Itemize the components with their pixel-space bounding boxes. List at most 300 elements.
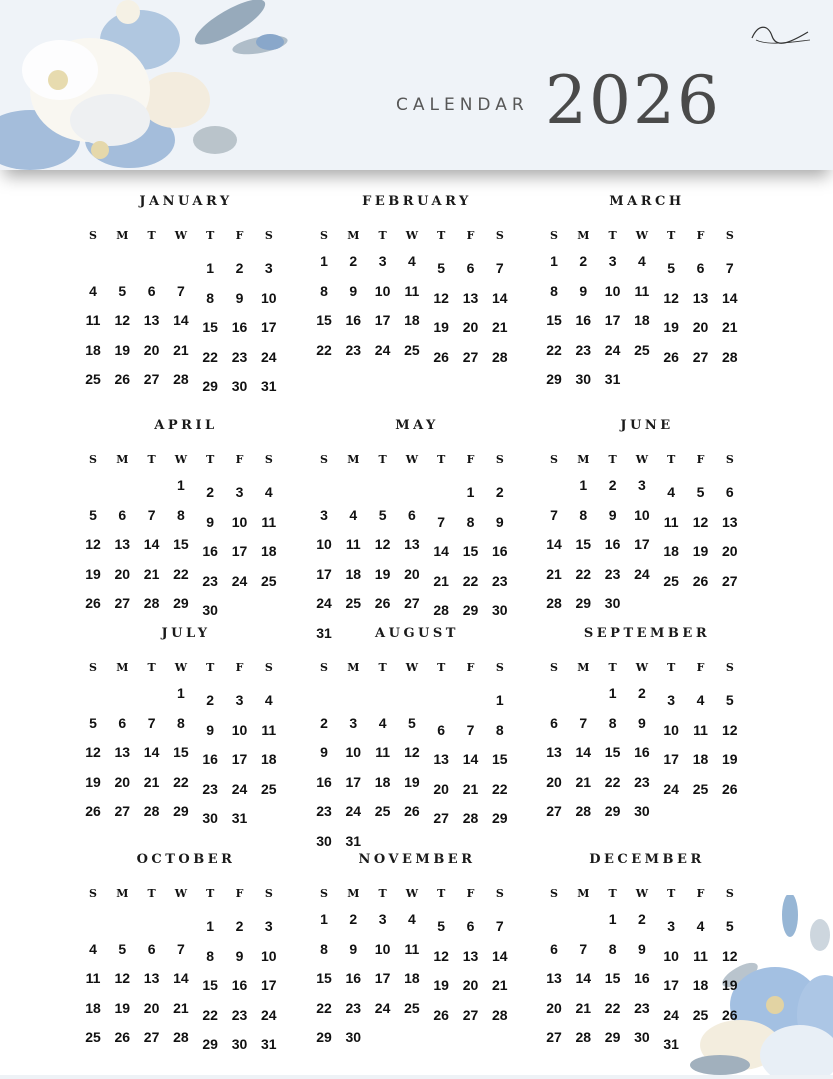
day-cell: 3 [235, 484, 244, 500]
day-cell: 4 [407, 253, 416, 269]
day-cell: 1 [608, 685, 617, 701]
day-cell: 22 [202, 348, 218, 365]
weekday-label: S [264, 229, 273, 242]
day-cell: 23 [634, 999, 650, 1016]
weekday-label: W [635, 453, 649, 466]
day-cell: 11 [85, 970, 101, 986]
day-cell: 7 [466, 721, 475, 738]
day-cell: 10 [231, 721, 248, 738]
day-cell: 27 [143, 371, 160, 387]
weekday-label: M [347, 661, 360, 674]
weekday-label: S [320, 661, 328, 674]
weekday-label: F [696, 453, 705, 466]
day-cell: 28 [143, 595, 160, 611]
day-cell: 26 [85, 595, 101, 611]
day-cell: 22 [202, 1006, 218, 1023]
day-cell: 19 [114, 341, 131, 358]
day-cell: 20 [114, 565, 131, 582]
weekday-label: T [206, 661, 215, 674]
day-cell: 12 [692, 513, 709, 530]
day-cell: 19 [433, 977, 449, 993]
day-cell: 28 [143, 803, 160, 819]
day-cell: 10 [663, 947, 679, 964]
day-cell: 25 [261, 572, 277, 589]
day-cell: 24 [231, 780, 248, 797]
day-cell: 16 [634, 970, 650, 986]
day-cell: 1 [550, 253, 558, 269]
month-name: JULY [161, 626, 211, 641]
day-cell: 23 [202, 572, 218, 589]
day-cell: 26 [433, 348, 449, 365]
day-cell: 27 [462, 348, 479, 365]
day-cell: 27 [546, 1029, 562, 1045]
weekday-label: W [174, 453, 188, 466]
day-cell: 6 [118, 506, 127, 523]
day-cell: 6 [466, 918, 475, 934]
day-cell: 28 [546, 595, 562, 611]
day-cell: 24 [316, 595, 332, 611]
day-cell: 27 [114, 595, 131, 611]
day-cell: 22 [316, 999, 332, 1016]
day-cell: 5 [89, 506, 97, 523]
day-cell: 7 [725, 260, 734, 276]
day-cell: 7 [495, 260, 504, 276]
day-cell: 14 [433, 543, 449, 559]
day-cell: 27 [433, 810, 449, 826]
day-cell: 27 [404, 595, 420, 611]
day-cell: 28 [492, 1006, 508, 1023]
day-cell: 13 [404, 536, 420, 552]
day-cell: 3 [378, 911, 387, 927]
day-cell: 30 [575, 371, 592, 387]
day-cell: 4 [378, 714, 387, 731]
day-cell: 4 [696, 692, 705, 708]
weekday-label: M [577, 453, 590, 466]
day-cell: 12 [404, 744, 420, 760]
day-cell: 21 [575, 999, 592, 1016]
day-cell: 22 [604, 773, 621, 790]
day-cell: 21 [575, 773, 592, 790]
day-cell: 2 [637, 911, 646, 927]
day-cell: 25 [374, 803, 391, 819]
day-cell: 29 [462, 602, 479, 618]
floral-decoration [0, 0, 300, 170]
month-name: MAY [395, 418, 439, 433]
day-cell: 7 [176, 940, 185, 957]
weekday-label: M [577, 661, 590, 674]
day-cell: 27 [722, 572, 738, 589]
day-cell: 5 [378, 506, 387, 523]
day-cell: 17 [604, 312, 621, 328]
weekday-label: M [116, 887, 129, 900]
day-cell: 2 [349, 911, 358, 927]
day-cell: 5 [696, 484, 705, 500]
day-cell: 23 [345, 999, 362, 1016]
day-cell: 10 [261, 947, 277, 964]
weekday-label: T [608, 661, 617, 674]
day-cell: 22 [316, 341, 332, 358]
day-cell: 8 [320, 940, 328, 957]
day-cell: 8 [320, 282, 328, 299]
day-cell: 15 [173, 744, 189, 760]
weekday-label: W [174, 661, 188, 674]
weekday-label: S [550, 229, 558, 242]
day-cell: 9 [320, 744, 328, 760]
day-cell: 2 [579, 253, 588, 269]
day-cell: 5 [118, 282, 127, 299]
day-cell: 24 [374, 999, 391, 1016]
weekday-label: S [495, 229, 504, 242]
weekday-label: W [174, 887, 188, 900]
day-cell: 7 [495, 918, 504, 934]
day-cell: 13 [546, 970, 562, 986]
weekday-label: T [147, 229, 156, 242]
day-cell: 16 [345, 312, 362, 328]
day-cell: 29 [173, 595, 189, 611]
day-cell: 3 [264, 918, 273, 934]
day-cell: 29 [575, 595, 592, 611]
day-cell: 13 [143, 312, 160, 328]
day-cell: 12 [722, 721, 738, 738]
day-cell: 15 [202, 319, 218, 335]
weekday-label: W [405, 453, 419, 466]
day-cell: 27 [114, 803, 131, 819]
day-cell: 9 [349, 940, 358, 957]
day-cell: 3 [637, 477, 646, 493]
day-cell: 27 [692, 348, 709, 365]
day-cell: 13 [433, 751, 449, 767]
day-cell: 28 [492, 348, 508, 365]
day-cell: 13 [722, 513, 738, 530]
weekday-label: T [608, 453, 617, 466]
day-cell: 18 [692, 751, 709, 767]
weekday-label: F [235, 453, 244, 466]
day-cell: 30 [634, 1029, 650, 1045]
month-name: JANUARY [139, 194, 233, 209]
day-cell: 17 [231, 751, 248, 767]
weekday-label: M [116, 453, 129, 466]
weekday-label: T [147, 453, 156, 466]
day-cell: 25 [663, 572, 679, 589]
day-cell: 9 [235, 947, 244, 964]
day-cell: 14 [173, 312, 189, 328]
day-cell: 23 [345, 341, 362, 358]
weekday-label: S [264, 661, 273, 674]
weekday-label: S [89, 229, 97, 242]
day-cell: 11 [345, 536, 361, 552]
day-cell: 15 [202, 977, 218, 993]
day-cell: 12 [722, 947, 738, 964]
day-cell: 8 [466, 513, 475, 530]
day-cell: 14 [143, 536, 160, 552]
day-cell: 10 [316, 536, 332, 552]
day-cell: 23 [634, 773, 650, 790]
day-cell: 15 [173, 536, 189, 552]
day-cell: 18 [85, 341, 101, 358]
day-cell: 2 [637, 685, 646, 701]
day-cell: 28 [173, 1029, 189, 1045]
day-cell: 12 [114, 970, 131, 986]
day-cell: 18 [692, 977, 709, 993]
weekday-label: T [667, 661, 676, 674]
day-cell: 30 [231, 1036, 248, 1052]
day-cell: 4 [264, 484, 273, 500]
month-name: APRIL [154, 418, 218, 433]
day-cell: 6 [550, 714, 558, 731]
month-name: SEPTEMBER [583, 626, 711, 641]
day-cell: 10 [261, 289, 277, 306]
weekday-label: T [608, 229, 617, 242]
day-cell: 9 [235, 289, 244, 306]
day-cell: 16 [634, 744, 650, 760]
weekday-label: F [696, 887, 705, 900]
day-cell: 30 [231, 378, 248, 394]
day-cell: 22 [462, 572, 479, 589]
day-cell: 8 [206, 289, 215, 306]
day-cell: 5 [725, 918, 734, 934]
day-cell: 16 [231, 977, 248, 993]
weekday-label: S [320, 229, 328, 242]
weekday-label: T [667, 229, 676, 242]
weekday-label: S [320, 453, 328, 466]
day-cell: 29 [546, 371, 562, 387]
weekday-label: T [437, 887, 446, 900]
day-cell: 2 [206, 484, 215, 500]
weekday-label: S [550, 661, 558, 674]
weekday-label: T [206, 887, 215, 900]
day-cell: 7 [579, 940, 588, 957]
day-cell: 25 [634, 341, 650, 358]
day-cell: 22 [546, 341, 562, 358]
weekday-label: F [235, 229, 244, 242]
day-cell: 21 [173, 341, 189, 358]
day-cell: 1 [206, 918, 215, 934]
day-cell: 18 [663, 543, 679, 559]
day-cell: 17 [261, 977, 277, 993]
day-cell: 31 [261, 378, 277, 394]
day-cell: 21 [143, 565, 160, 582]
day-cell: 23 [492, 572, 508, 589]
day-cell: 7 [147, 714, 156, 731]
day-cell: 9 [608, 506, 617, 523]
day-cell: 11 [375, 744, 390, 760]
day-cell: 14 [722, 289, 738, 306]
day-cell: 30 [202, 602, 218, 618]
day-cell: 26 [404, 803, 420, 819]
weekday-label: F [696, 661, 705, 674]
day-cell: 8 [176, 714, 185, 731]
year-title: 2026 [545, 62, 721, 139]
weekday-label: T [206, 453, 215, 466]
day-cell: 22 [173, 565, 189, 582]
day-cell: 19 [114, 999, 131, 1016]
day-cell: 11 [85, 312, 101, 328]
day-cell: 18 [404, 312, 420, 328]
day-cell: 11 [404, 940, 420, 957]
day-cell: 18 [404, 970, 420, 986]
day-cell: 19 [692, 543, 709, 559]
day-cell: 22 [173, 773, 189, 790]
weekday-label: T [378, 661, 387, 674]
day-cell: 31 [316, 624, 332, 641]
day-cell: 11 [404, 282, 420, 299]
weekday-label: M [116, 229, 129, 242]
day-cell: 3 [349, 714, 358, 731]
day-cell: 29 [202, 1036, 218, 1052]
day-cell: 21 [546, 565, 562, 582]
day-cell: 10 [634, 506, 650, 523]
day-cell: 26 [114, 371, 131, 387]
day-cell: 5 [407, 714, 416, 731]
day-cell: 4 [407, 911, 416, 927]
header-banner [0, 0, 833, 170]
weekday-label: T [437, 229, 446, 242]
day-cell: 16 [202, 543, 218, 559]
day-cell: 4 [89, 282, 97, 299]
day-cell: 1 [320, 911, 328, 927]
day-cell: 15 [316, 312, 332, 328]
day-cell: 29 [316, 1029, 332, 1045]
day-cell: 26 [722, 1006, 738, 1023]
day-cell: 17 [634, 536, 650, 552]
day-cell: 26 [433, 1006, 449, 1023]
day-cell: 13 [546, 744, 562, 760]
day-cell: 27 [546, 803, 562, 819]
day-cell: 24 [634, 565, 650, 582]
day-cell: 10 [345, 744, 362, 760]
day-cell: 1 [495, 692, 504, 708]
weekday-label: T [378, 887, 387, 900]
day-cell: 12 [663, 289, 679, 306]
weekday-label: F [235, 661, 244, 674]
day-cell: 17 [316, 565, 332, 582]
day-cell: 1 [206, 260, 215, 276]
day-cell: 6 [147, 282, 156, 299]
day-cell: 25 [85, 371, 101, 387]
day-cell: 23 [231, 1006, 248, 1023]
day-cell: 14 [492, 947, 508, 964]
weekday-label: W [405, 229, 419, 242]
day-cell: 12 [85, 536, 101, 552]
day-cell: 13 [692, 289, 709, 306]
day-cell: 3 [608, 253, 617, 269]
day-cell: 11 [663, 513, 679, 530]
day-cell: 28 [173, 371, 189, 387]
day-cell: 1 [579, 477, 588, 493]
weekday-label: S [495, 661, 504, 674]
weekday-label: M [347, 887, 360, 900]
day-cell: 9 [637, 940, 646, 957]
day-cell: 13 [462, 289, 479, 306]
day-cell: 20 [462, 977, 479, 993]
day-cell: 2 [206, 692, 215, 708]
day-cell: 24 [663, 780, 679, 797]
day-cell: 2 [235, 260, 244, 276]
day-cell: 16 [492, 543, 508, 559]
day-cell: 7 [437, 513, 446, 530]
day-cell: 19 [85, 565, 101, 582]
day-cell: 17 [374, 970, 391, 986]
day-cell: 15 [546, 312, 562, 328]
day-cell: 27 [462, 1006, 479, 1023]
day-cell: 2 [349, 253, 358, 269]
day-cell: 2 [608, 477, 617, 493]
day-cell: 1 [176, 477, 185, 493]
day-cell: 5 [725, 692, 734, 708]
weekday-label: S [89, 887, 97, 900]
day-cell: 10 [604, 282, 621, 299]
day-cell: 3 [378, 253, 387, 269]
month-name: JUNE [620, 418, 674, 433]
day-cell: 8 [176, 506, 185, 523]
weekday-label: M [116, 661, 129, 674]
day-cell: 22 [492, 780, 508, 797]
day-cell: 22 [575, 565, 592, 582]
day-cell: 21 [143, 773, 160, 790]
day-cell: 5 [118, 940, 127, 957]
day-cell: 18 [345, 565, 362, 582]
day-cell: 23 [231, 348, 248, 365]
month-name: FEBRUARY [362, 194, 472, 209]
day-cell: 25 [692, 1006, 709, 1023]
day-cell: 28 [462, 810, 479, 826]
weekday-label: W [405, 661, 419, 674]
day-cell: 20 [546, 999, 562, 1016]
weekday-label: S [89, 453, 97, 466]
day-cell: 23 [575, 341, 592, 358]
day-cell: 4 [349, 506, 358, 523]
day-cell: 25 [404, 999, 420, 1016]
month-name: MARCH [609, 194, 685, 209]
day-cell: 17 [345, 773, 362, 790]
day-cell: 19 [85, 773, 101, 790]
day-cell: 11 [693, 947, 708, 964]
day-cell: 6 [725, 484, 734, 500]
day-cell: 9 [579, 282, 588, 299]
day-cell: 31 [663, 1036, 679, 1052]
weekday-label: T [147, 887, 156, 900]
weekday-label: S [725, 661, 734, 674]
day-cell: 29 [604, 1029, 621, 1045]
day-cell: 26 [722, 780, 738, 797]
day-cell: 30 [492, 602, 508, 618]
day-cell: 3 [264, 260, 273, 276]
day-cell: 5 [667, 260, 676, 276]
day-cell: 14 [143, 744, 160, 760]
weekday-label: M [577, 887, 590, 900]
day-cell: 21 [722, 319, 738, 335]
day-cell: 26 [85, 803, 101, 819]
weekday-label: T [206, 229, 215, 242]
day-cell: 14 [492, 289, 508, 306]
day-cell: 17 [663, 751, 679, 767]
day-cell: 31 [261, 1036, 277, 1052]
day-cell: 7 [147, 506, 156, 523]
weekday-label: S [495, 887, 504, 900]
day-cell: 7 [176, 282, 185, 299]
day-cell: 24 [231, 572, 248, 589]
weekday-label: W [635, 229, 649, 242]
day-cell: 1 [466, 484, 475, 500]
day-cell: 15 [316, 970, 332, 986]
day-cell: 12 [85, 744, 101, 760]
weekday-label: W [405, 887, 419, 900]
day-cell: 10 [374, 282, 391, 299]
day-cell: 20 [692, 319, 709, 335]
weekday-label: T [608, 887, 617, 900]
day-cell: 16 [316, 773, 332, 790]
day-cell: 13 [114, 536, 131, 552]
